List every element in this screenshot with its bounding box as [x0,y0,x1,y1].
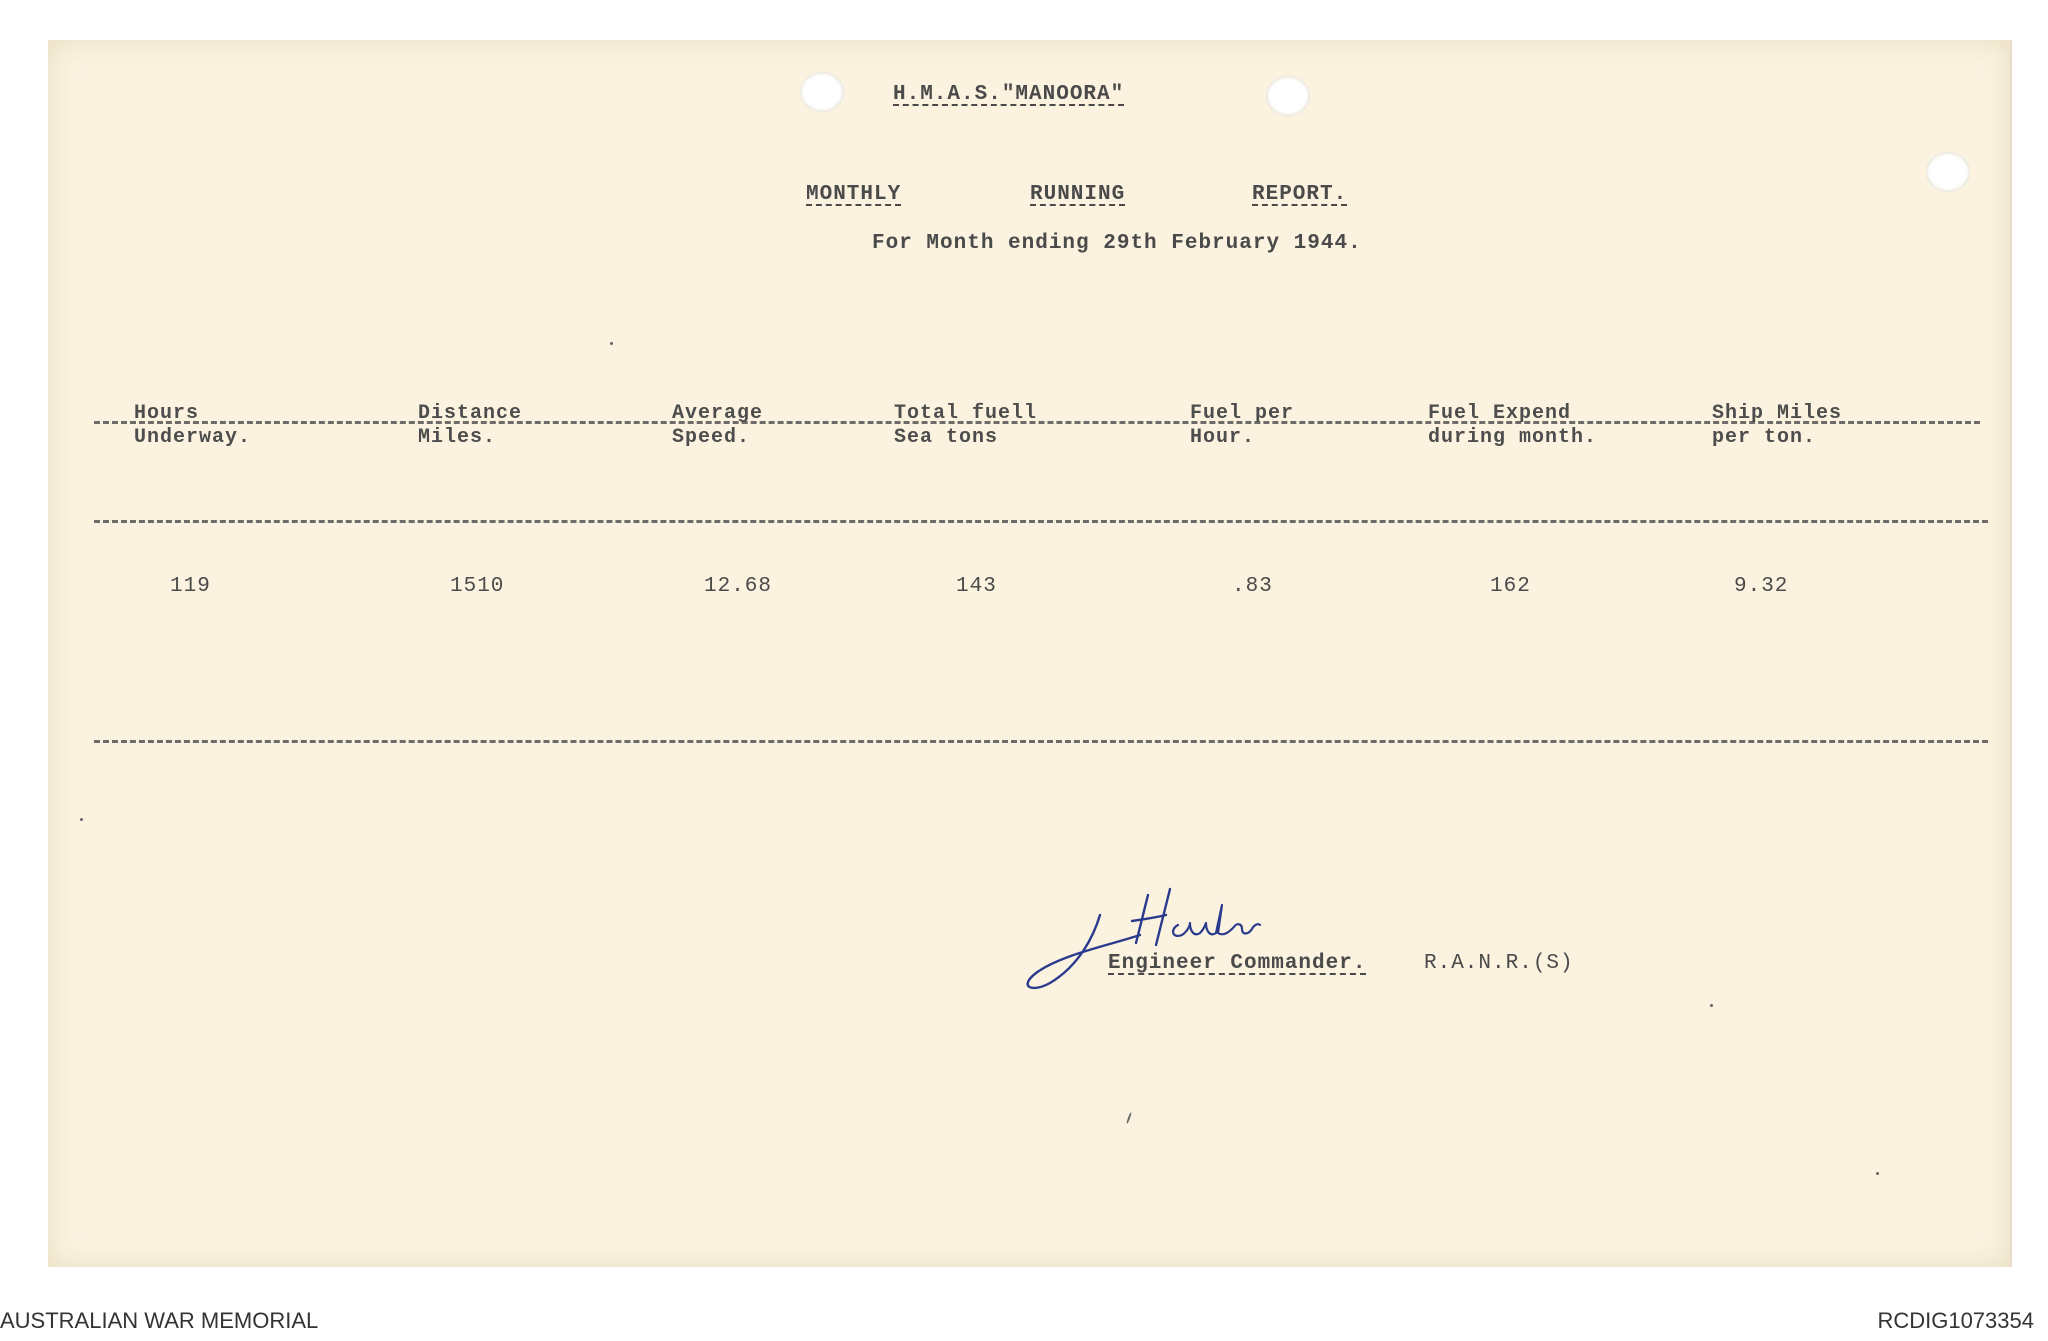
report-period: For Month ending 29th February 1944. [872,232,1362,255]
paper-speck [80,818,83,821]
col-header-line: per ton. [1712,426,1817,449]
col-header-line: Sea tons [894,426,999,449]
col-header-line: Speed. [672,426,751,449]
punch-hole [800,72,844,112]
heading-word-report: REPORT. [1252,183,1348,206]
table-rule-header [94,520,1988,523]
value-fuel-expend: 162 [1490,575,1531,598]
col-header-ship-miles [1712,402,1842,450]
col-header-line: during month. [1428,426,1598,449]
ship-name-title: H.M.A.S."MANOORA" [893,83,1125,106]
col-header-fuel-per-hour [1190,402,1294,450]
col-header-line: Fuel Expend [1428,402,1572,425]
col-header-line: Hours [134,402,200,425]
paper-speck [1710,1004,1713,1007]
punch-hole [1266,76,1310,116]
value-distance: 1510 [450,575,505,598]
value-hours: 119 [170,575,211,598]
heading-word-monthly: MONTHLY [806,183,902,206]
punch-hole [1926,152,1970,192]
value-speed: 12.68 [704,575,773,598]
col-header-line: Miles. [418,426,497,449]
col-header-line: Hour. [1190,426,1256,449]
col-header-line: Ship Miles [1712,402,1843,425]
col-header-total-fuel [894,402,1037,450]
col-header-line: Underway. [134,426,252,449]
table-rule-bottom [94,740,1988,743]
paper-speck [610,342,613,345]
footer-record-id: RCDIG1073354 [1877,1308,2034,1333]
value-fuel-per-hour: .83 [1232,575,1273,598]
col-header-speed [672,402,763,450]
col-header-distance [418,402,522,450]
signature-title: Engineer Commander. [1108,952,1367,975]
footer-institution: AUSTRALIAN WAR MEMORIAL [0,1308,319,1333]
col-header-line: Average [672,402,764,425]
heading-word-running: RUNNING [1030,183,1126,206]
value-total-fuel: 143 [956,575,997,598]
paper-speck [1876,1172,1879,1175]
col-header-line: Distance [418,402,523,425]
col-header-hours [134,402,251,450]
document-page [48,40,2012,1267]
signature-rank: R.A.N.R.(S) [1424,952,1574,975]
col-header-fuel-expend [1428,402,1597,450]
signature-handwritten-icon [990,865,1280,995]
value-ship-miles: 9.32 [1734,575,1789,598]
col-header-line: Total fuell [894,402,1038,425]
col-header-line: Fuel per [1190,402,1295,425]
